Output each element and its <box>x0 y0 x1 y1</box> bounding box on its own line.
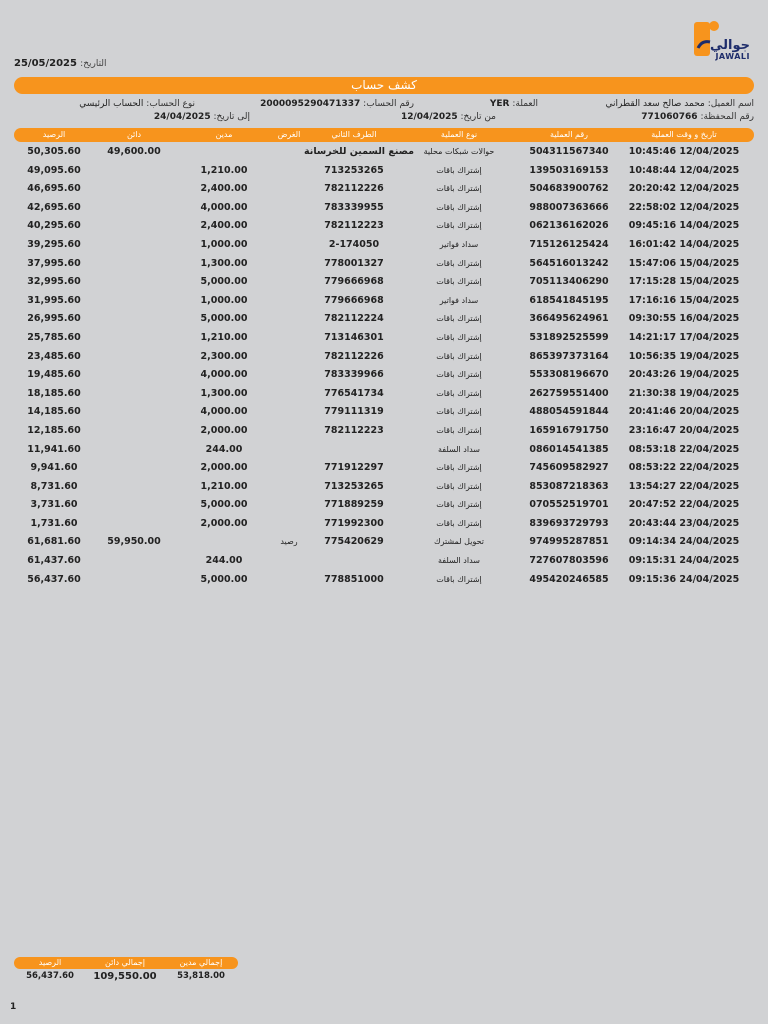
cell-balance: 37,995.60 <box>27 257 81 269</box>
cell-ref: 086014541385 <box>529 443 609 455</box>
cell-balance: 56,437.60 <box>27 573 81 585</box>
totals-header <box>14 957 238 969</box>
cell-balance: 12,185.60 <box>27 424 81 436</box>
cell-balance: 32,995.60 <box>27 276 81 288</box>
cell-party: 771912297 <box>324 462 384 474</box>
cell-datetime: 10:56:35 19/04/2025 <box>628 350 740 362</box>
cell-debit: 2,000.00 <box>200 462 248 474</box>
table-row <box>14 255 754 274</box>
cell-type: إشتراك باقات <box>436 481 482 491</box>
cell-balance: 46,695.60 <box>27 183 81 195</box>
cell-datetime: 20:47:52 22/04/2025 <box>628 499 740 511</box>
cell-datetime: 20:41:46 20/04/2025 <box>628 406 740 418</box>
cell-credit: 59,950.00 <box>107 536 161 548</box>
table-row <box>14 143 754 162</box>
cell-ref: 839693729793 <box>529 517 609 529</box>
cell-debit: 1,000.00 <box>200 294 248 306</box>
cell-purpose: رصيد <box>280 537 298 547</box>
cell-ref: 062136162026 <box>529 220 609 232</box>
table-row <box>14 180 754 199</box>
cell-party: 779111319 <box>324 406 384 418</box>
cell-datetime: 23:16:47 20/04/2025 <box>628 424 740 436</box>
cell-ref: 531892525599 <box>529 331 609 343</box>
print-date <box>14 58 107 69</box>
cell-party: 771992300 <box>324 517 384 529</box>
cell-party: 782112224 <box>324 313 384 325</box>
cell-ref: 705113406290 <box>529 276 609 288</box>
cell-debit: 1,210.00 <box>200 164 248 176</box>
page-number: 1 <box>10 1002 17 1012</box>
cell-party: 771889259 <box>324 499 384 511</box>
cell-datetime: 09:30:55 16/04/2025 <box>628 313 740 325</box>
cell-debit: 2,000.00 <box>200 517 248 529</box>
table-row <box>14 422 754 441</box>
cell-debit: 1,000.00 <box>200 238 248 250</box>
table-row <box>14 478 754 497</box>
cell-party: مصنع السمين للخرسانة <box>304 146 414 157</box>
cell-party: 2-174050 <box>328 238 380 250</box>
cell-balance: 1,731.60 <box>30 517 78 529</box>
cell-type: إشتراك باقات <box>436 258 482 268</box>
cell-party: 779666968 <box>324 276 384 288</box>
col-header-debit: مدين <box>215 130 233 139</box>
cell-type: إشتراك باقات <box>436 463 482 473</box>
cell-type: إشتراك باقات <box>436 388 482 398</box>
cell-type: إشتراك باقات <box>436 351 482 361</box>
cell-ref: 745609582927 <box>529 462 609 474</box>
print-date-label: التاريخ: <box>80 59 107 69</box>
cell-debit: 1,300.00 <box>200 257 248 269</box>
cell-debit: 5,000.00 <box>200 276 248 288</box>
cell-ref: 139503169153 <box>529 164 609 176</box>
cell-ref: 618541845195 <box>529 294 609 306</box>
cell-party: 778851000 <box>324 573 384 585</box>
cell-datetime: 08:53:22 22/04/2025 <box>628 462 740 474</box>
cell-balance: 39,295.60 <box>27 238 81 250</box>
cell-type: إشتراك باقات <box>436 165 482 175</box>
total-debit-value: 53,818.00 <box>177 971 225 981</box>
cell-ref: 262759551400 <box>529 387 609 399</box>
table-row <box>14 348 754 367</box>
cell-datetime: 13:54:27 22/04/2025 <box>628 480 740 492</box>
cell-debit: 2,400.00 <box>200 183 248 195</box>
cell-debit: 4,000.00 <box>200 201 248 213</box>
cell-debit: 1,300.00 <box>200 387 248 399</box>
cell-type: سداد فواتير <box>439 239 479 249</box>
cell-balance: 31,995.60 <box>27 294 81 306</box>
cell-debit: 244.00 <box>205 443 243 455</box>
cell-type: إشتراك باقات <box>436 184 482 194</box>
cell-ref: 974995287851 <box>529 536 609 548</box>
cell-datetime: 10:48:44 12/04/2025 <box>628 164 740 176</box>
cell-debit: 244.00 <box>205 555 243 567</box>
logo-name-en: JAWALI <box>715 52 750 61</box>
cell-type: إشتراك باقات <box>436 574 482 584</box>
cell-ref: 165916791750 <box>529 424 609 436</box>
col-header-party: الطرف الثاني <box>331 130 377 139</box>
total-debit-label: إجمالي مدين <box>179 958 223 967</box>
cell-debit: 5,000.00 <box>200 499 248 511</box>
cell-credit: 49,600.00 <box>107 146 161 157</box>
cell-type: إشتراك باقات <box>436 518 482 528</box>
cell-debit: 1,210.00 <box>200 331 248 343</box>
table-row <box>14 217 754 236</box>
cell-ref: 853087218363 <box>529 480 609 492</box>
from-date: من تاريخ: 12/04/2025 <box>400 112 496 122</box>
cell-ref: 488054591844 <box>529 406 609 418</box>
cell-type: سداد السلفة <box>437 556 480 566</box>
logo-name-ar: جوالي <box>709 38 750 53</box>
table-row <box>14 441 754 460</box>
cell-type: حوالات شبكات محلية <box>423 147 495 156</box>
cell-datetime: 09:15:31 24/04/2025 <box>628 555 740 567</box>
cell-balance: 11,941.60 <box>27 443 81 455</box>
cell-datetime: 09:45:16 14/04/2025 <box>628 220 740 232</box>
cell-datetime: 20:20:42 12/04/2025 <box>628 183 740 195</box>
cell-party: 778001327 <box>324 257 384 269</box>
col-header-credit: دائن <box>126 130 142 139</box>
table-row <box>14 515 754 534</box>
cell-type: إشتراك باقات <box>436 407 482 417</box>
cell-datetime: 15:47:06 15/04/2025 <box>628 257 740 269</box>
cell-balance: 50,305.60 <box>27 146 81 157</box>
cell-datetime: 16:01:42 14/04/2025 <box>628 238 740 250</box>
cell-party: 779666968 <box>324 294 384 306</box>
total-credit-label: إجمالي دائن <box>105 958 145 967</box>
cell-balance: 25,785.60 <box>27 331 81 343</box>
table-row <box>14 199 754 218</box>
print-date-value: 25/05/2025 <box>14 58 77 69</box>
table-row <box>14 329 754 348</box>
cell-type: إشتراك باقات <box>436 221 482 231</box>
table-row <box>14 403 754 422</box>
table-row <box>14 459 754 478</box>
cell-type: إشتراك باقات <box>436 500 482 510</box>
cell-type: تحويل لمشترك <box>434 537 484 547</box>
cell-ref: 495420246585 <box>529 573 609 585</box>
col-header-balance: الرصيد <box>42 130 66 139</box>
cell-debit: 5,000.00 <box>200 573 248 585</box>
cell-balance: 49,095.60 <box>27 164 81 176</box>
cell-party: 775420629 <box>324 536 384 548</box>
cell-ref: 366495624961 <box>529 313 609 325</box>
cell-datetime: 14:21:17 17/04/2025 <box>628 331 740 343</box>
customer-name: اسم العميل: محمد صالح سعد القطراني <box>605 99 754 109</box>
table-row <box>14 552 754 571</box>
cell-ref: 865397373164 <box>529 350 609 362</box>
cell-type: إشتراك باقات <box>436 314 482 324</box>
cell-party: 783339966 <box>324 369 384 381</box>
table-header <box>14 128 754 142</box>
table-row <box>14 236 754 255</box>
total-credit-value: 109,550.00 <box>93 971 157 982</box>
cell-ref: 553308196670 <box>529 369 609 381</box>
cell-debit: 1,210.00 <box>200 480 248 492</box>
cell-datetime: 09:15:36 24/04/2025 <box>628 573 740 585</box>
cell-balance: 3,731.60 <box>30 499 78 511</box>
cell-datetime: 20:43:26 19/04/2025 <box>628 369 740 381</box>
cell-debit: 2,000.00 <box>200 424 248 436</box>
cell-balance: 40,295.60 <box>27 220 81 232</box>
cell-party: 782112223 <box>324 424 384 436</box>
transactions-table <box>14 143 754 589</box>
cell-ref: 564516013242 <box>529 257 609 269</box>
cell-debit: 4,000.00 <box>200 406 248 418</box>
cell-type: إشتراك باقات <box>436 370 482 380</box>
table-row <box>14 533 754 552</box>
table-row <box>14 310 754 329</box>
cell-balance: 23,485.60 <box>27 350 81 362</box>
cell-ref: 504311567340 <box>529 146 609 157</box>
cell-party: 782112223 <box>324 220 384 232</box>
col-header-type: نوع العملية <box>440 130 478 139</box>
cell-datetime: 08:53:18 22/04/2025 <box>628 443 740 455</box>
table-row <box>14 366 754 385</box>
total-balance-value: 56,437.60 <box>26 971 74 981</box>
currency: العملة: YER <box>489 99 538 109</box>
cell-balance: 9,941.60 <box>30 462 78 474</box>
col-header-ref: رقم العملية <box>549 130 589 139</box>
wallet-number: رقم المحفظة: 771060766 <box>641 112 754 122</box>
cell-ref: 988007363666 <box>529 201 609 213</box>
cell-datetime: 22:58:02 12/04/2025 <box>628 201 740 213</box>
table-row <box>14 162 754 181</box>
cell-debit: 5,000.00 <box>200 313 248 325</box>
cell-party: 782112226 <box>324 183 384 195</box>
total-balance-label: الرصيد <box>38 958 62 967</box>
cell-datetime: 09:14:34 24/04/2025 <box>628 536 740 548</box>
cell-type: سداد السلفة <box>437 444 480 454</box>
table-row <box>14 385 754 404</box>
cell-party: 713253265 <box>324 480 384 492</box>
account-type: نوع الحساب: الحساب الرئيسي <box>79 99 195 109</box>
cell-balance: 42,695.60 <box>27 201 81 213</box>
cell-ref: 070552519701 <box>529 499 609 511</box>
cell-type: إشتراك باقات <box>436 425 482 435</box>
cell-ref: 504683900762 <box>529 183 609 195</box>
account-number: رقم الحساب: 2000095290471337 <box>260 99 414 109</box>
cell-balance: 19,485.60 <box>27 369 81 381</box>
cell-ref: 727607803596 <box>529 555 609 567</box>
table-row <box>14 571 754 590</box>
cell-type: إشتراك باقات <box>436 202 482 212</box>
cell-datetime: 17:15:28 15/04/2025 <box>628 276 740 288</box>
cell-party: 713253265 <box>324 164 384 176</box>
to-date: إلى تاريخ: 24/04/2025 <box>153 112 250 122</box>
cell-debit: 2,300.00 <box>200 350 248 362</box>
table-row <box>14 273 754 292</box>
cell-balance: 61,437.60 <box>27 555 81 567</box>
cell-type: إشتراك باقات <box>436 277 482 287</box>
cell-debit: 4,000.00 <box>200 369 248 381</box>
cell-datetime: 20:43:44 23/04/2025 <box>628 517 740 529</box>
cell-balance: 18,185.60 <box>27 387 81 399</box>
col-header-datetime: تاريخ و وقت العملية <box>651 130 717 139</box>
cell-type: سداد فواتير <box>439 295 479 305</box>
col-header-purpose: الغرض <box>277 130 301 139</box>
cell-party: 776541734 <box>324 387 384 399</box>
cell-balance: 8,731.60 <box>30 480 78 492</box>
cell-balance: 61,681.60 <box>27 536 81 548</box>
cell-party: 713146301 <box>324 331 384 343</box>
cell-party: 783339955 <box>324 201 384 213</box>
cell-debit: 2,400.00 <box>200 220 248 232</box>
cell-datetime: 17:16:16 15/04/2025 <box>628 294 740 306</box>
cell-datetime: 10:45:46 12/04/2025 <box>628 146 740 157</box>
jawali-logo <box>690 20 750 64</box>
cell-type: إشتراك باقات <box>436 332 482 342</box>
cell-balance: 26,995.60 <box>27 313 81 325</box>
cell-ref: 715126125424 <box>529 238 609 250</box>
statement-title: كشف حساب <box>14 77 754 94</box>
cell-balance: 14,185.60 <box>27 406 81 418</box>
table-row <box>14 496 754 515</box>
cell-party: 782112226 <box>324 350 384 362</box>
cell-datetime: 21:30:38 19/04/2025 <box>628 387 740 399</box>
table-row <box>14 292 754 311</box>
